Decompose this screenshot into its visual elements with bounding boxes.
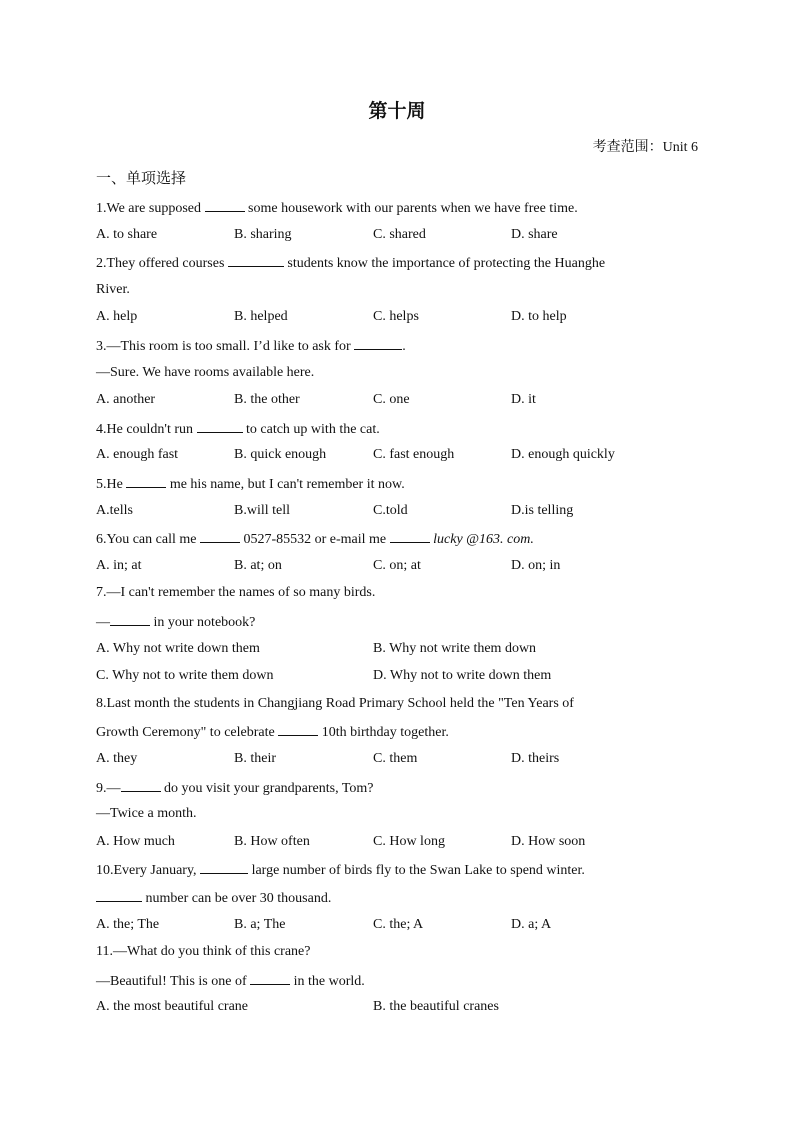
option-a: A. to share xyxy=(96,227,158,242)
question-7: 7.—I can't remember the names of so many birds. xyxy=(96,585,376,600)
option-a: A. How much xyxy=(96,834,175,849)
option-c: C. one xyxy=(373,392,410,407)
answer-blank xyxy=(126,475,166,488)
answer-blank xyxy=(96,889,142,902)
option-c: C. fast enough xyxy=(373,447,455,462)
option-b: B.will tell xyxy=(234,503,290,518)
question-2-cont: River. xyxy=(96,282,130,297)
option-a: A. the most beautiful crane xyxy=(96,999,249,1014)
option-c: C. the; A xyxy=(373,917,424,932)
option-a: A.tells xyxy=(96,503,133,518)
answer-blank xyxy=(200,530,240,543)
answer-blank xyxy=(200,861,248,874)
option-b: B. the other xyxy=(234,392,300,407)
question-4: 4.He couldn't run to catch up with the cat. xyxy=(96,422,380,437)
answer-blank xyxy=(278,723,318,736)
question-3-reply: —Sure. We have rooms available here. xyxy=(96,365,315,380)
answer-blank xyxy=(110,613,150,626)
question-3: 3.—This room is too small. I’d like to ask for . xyxy=(96,339,406,354)
page-title: 第十周 xyxy=(368,100,426,122)
answer-blank xyxy=(205,199,245,212)
question-7-reply: — in your notebook? xyxy=(96,615,256,630)
option-d: D. How soon xyxy=(511,834,586,849)
email-address: lucky @163. com. xyxy=(433,532,534,547)
option-d: D. enough quickly xyxy=(511,447,615,462)
question-10-cont: number can be over 30 thousand. xyxy=(96,889,331,907)
option-c: C. helps xyxy=(373,309,419,324)
option-a: A. help xyxy=(96,309,138,324)
option-b: B. quick enough xyxy=(234,447,327,462)
question-1: 1.We are supposed some housework with our parents when we have free time. xyxy=(96,201,578,216)
option-d: D. share xyxy=(511,227,558,242)
option-b: B. Why not write them down xyxy=(373,641,537,656)
option-c: C.told xyxy=(373,503,408,518)
option-c: C. on; at xyxy=(373,558,421,573)
question-8-cont: Growth Ceremony" to celebrate 10th birthday together. xyxy=(96,725,449,740)
option-d: D. Why not to write down them xyxy=(373,668,552,683)
question-5: 5.He me his name, but I can't remember it now. xyxy=(96,477,405,492)
answer-blank xyxy=(390,530,430,543)
option-c: C. them xyxy=(373,751,418,766)
option-b: B. the beautiful cranes xyxy=(373,999,499,1014)
option-c: C. Why not to write them down xyxy=(96,668,274,683)
option-d: D. to help xyxy=(511,309,567,324)
question-2: 2.They offered courses students know the importance of protecting the Huanghe xyxy=(96,256,606,271)
option-d: D. a; A xyxy=(511,917,552,932)
section-heading: 一、单项选择 xyxy=(96,169,187,187)
option-d: D.is telling xyxy=(511,503,574,518)
option-b: B. How often xyxy=(234,834,310,849)
option-c: C. How long xyxy=(373,834,445,849)
option-a: A. they xyxy=(96,751,138,766)
question-11-reply: —Beautiful! This is one of in the world. xyxy=(96,974,365,989)
exam-scope: 考查范围：Unit 6 xyxy=(592,140,698,155)
question-8: 8.Last month the students in Changjiang Road Primary School held the "Ten Years of xyxy=(96,696,574,711)
question-6: 6.You can call me 0527-85532 or e-mail me lucky @163. com. xyxy=(96,532,534,547)
answer-blank xyxy=(354,337,402,350)
answer-blank xyxy=(197,420,243,433)
option-d: D. it xyxy=(511,392,536,407)
question-9-reply: —Twice a month. xyxy=(96,806,197,821)
answer-blank xyxy=(250,972,290,985)
answer-blank xyxy=(121,779,161,792)
option-a: A. Why not write down them xyxy=(96,641,260,656)
option-b: B. at; on xyxy=(234,558,282,573)
answer-blank xyxy=(228,254,284,267)
question-11: 11.—What do you think of this crane? xyxy=(96,944,311,959)
option-b: B. a; The xyxy=(234,917,286,932)
question-9: 9.— do you visit your grandparents, Tom? xyxy=(96,781,374,796)
option-a: A. in; at xyxy=(96,558,142,573)
question-10: 10.Every January, large number of birds fly to the Swan Lake to spend winter. xyxy=(96,863,585,878)
option-a: A. another xyxy=(96,392,156,407)
option-a: A. enough fast xyxy=(96,447,179,462)
option-b: B. helped xyxy=(234,309,288,324)
option-a: A. the; The xyxy=(96,917,160,932)
option-d: D. on; in xyxy=(511,558,561,573)
option-b: B. their xyxy=(234,751,276,766)
option-d: D. theirs xyxy=(511,751,560,766)
option-b: B. sharing xyxy=(234,227,292,242)
option-c: C. shared xyxy=(373,227,426,242)
